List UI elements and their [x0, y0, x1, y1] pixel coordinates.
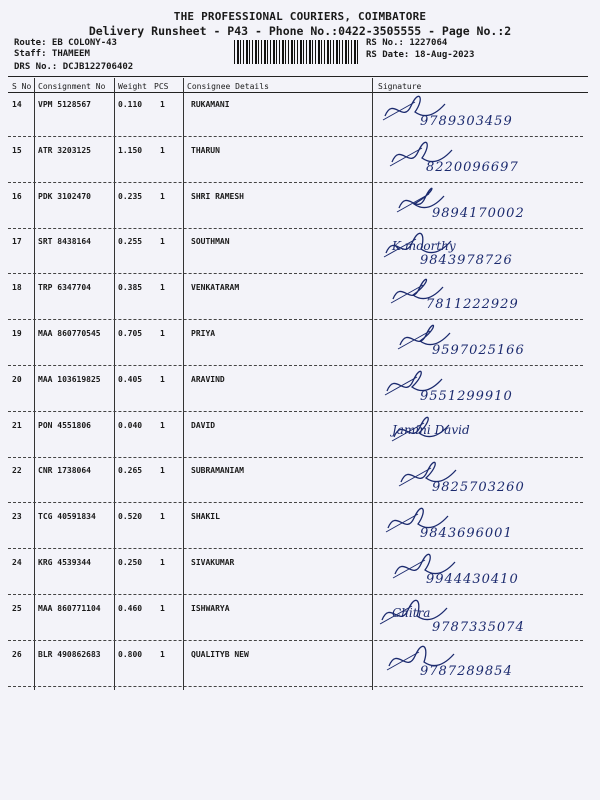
column-divider	[183, 78, 184, 690]
row-separator	[8, 502, 583, 503]
row-sno: 17	[12, 237, 22, 247]
row-separator	[8, 457, 583, 458]
row-pcs: 1	[160, 649, 165, 659]
staff-label: Staff: THAMEEM	[14, 49, 90, 59]
row-pcs: 1	[160, 237, 165, 247]
row-separator	[8, 548, 583, 549]
col-header-consignment: Consignment No	[38, 82, 106, 91]
row-sno: 18	[12, 283, 22, 293]
row-handwritten-phone: 9787335074	[432, 619, 525, 635]
row-sno: 26	[12, 649, 22, 659]
row-separator	[8, 594, 583, 595]
row-handwritten-phone: 9944430410	[426, 572, 519, 587]
row-pcs: 1	[160, 145, 165, 155]
row-pcs: 1	[160, 283, 165, 293]
row-consignment-no: VPM 5128567	[38, 100, 91, 109]
row-consignment-no: TCG 40591834	[38, 512, 96, 522]
row-sno: 16	[12, 191, 22, 201]
row-weight: 0.460	[118, 603, 143, 613]
row-consignment-no: CNR 1738064	[38, 466, 91, 476]
row-consignment-no: BLR 490862683	[38, 649, 101, 659]
row-consignee: RUKAMANI	[191, 100, 230, 109]
row-sno: 22	[12, 466, 22, 476]
row-handwritten-phone: 9843978726	[420, 253, 513, 269]
row-consignment-no: ATR 3203125	[38, 145, 91, 155]
col-header-sno: S No	[12, 82, 32, 91]
runsheet-subtitle: Delivery Runsheet - P43 - Phone No.:0422-3505555 - Page No.:2	[88, 24, 512, 38]
row-consignee: ISHWARYA	[191, 603, 230, 613]
column-divider	[114, 78, 115, 690]
row-weight: 0.110	[118, 100, 143, 109]
row-consignee: QUALITYB NEW	[191, 649, 249, 659]
row-handwritten-phone: 9787289854	[420, 663, 513, 679]
row-pcs: 1	[160, 603, 165, 613]
row-weight: 1.150	[118, 145, 143, 155]
row-consignment-no: PON 4551806	[38, 420, 91, 430]
row-consignment-no: MAA 860771104	[38, 603, 101, 613]
row-consignment-no: SRT 8438164	[38, 237, 91, 247]
row-weight: 0.405	[118, 374, 143, 384]
row-sno: 23	[12, 512, 22, 522]
row-weight: 0.705	[118, 329, 143, 338]
row-separator	[8, 273, 583, 274]
row-pcs: 1	[160, 558, 165, 567]
row-weight: 0.800	[118, 649, 143, 659]
row-weight: 0.265	[118, 466, 143, 476]
row-handwritten-name: Jamini David	[392, 422, 470, 437]
row-pcs: 1	[160, 420, 165, 430]
row-pcs: 1	[160, 512, 165, 522]
row-consignee: PRIYA	[191, 329, 216, 338]
row-weight: 0.520	[118, 512, 143, 522]
row-pcs: 1	[160, 191, 165, 201]
row-consignee: VENKATARAM	[191, 283, 240, 293]
row-sno: 21	[12, 420, 22, 430]
row-handwritten-phone: 9825703260	[432, 480, 525, 496]
route-label: Route: EB COLONY-43	[14, 38, 117, 48]
row-handwritten-phone: 7811222929	[426, 297, 519, 313]
row-consignment-no: TRP 6347704	[38, 283, 91, 293]
row-handwritten-phone: 9894170002	[432, 205, 525, 221]
row-separator	[8, 182, 583, 183]
row-sno: 14	[12, 100, 22, 109]
row-pcs: 1	[160, 100, 165, 109]
barcode	[234, 40, 360, 64]
row-handwritten-phone: 9843696001	[420, 526, 513, 542]
row-separator	[8, 319, 583, 320]
row-handwritten-phone: 9789303459	[420, 114, 513, 129]
row-sno: 19	[12, 329, 22, 338]
row-handwritten-phone: 8220096697	[426, 159, 519, 175]
row-consignment-no: MAA 103619825	[38, 374, 101, 384]
row-consignee: SIVAKUMAR	[191, 558, 235, 567]
row-weight: 0.250	[118, 558, 143, 567]
row-separator	[8, 640, 583, 641]
row-consignee: SOUTHMAN	[191, 237, 230, 247]
table-top-rule	[8, 76, 588, 77]
row-sno: 25	[12, 603, 22, 613]
row-separator	[8, 411, 583, 412]
row-pcs: 1	[160, 329, 165, 338]
row-sno: 20	[12, 374, 22, 384]
col-header-weight: Weight	[118, 82, 147, 91]
row-consignee: THARUN	[191, 145, 220, 155]
row-handwritten-name: K.moorthy	[392, 239, 456, 254]
row-consignee: SHAKIL	[191, 512, 220, 522]
row-sno: 24	[12, 558, 22, 567]
row-weight: 0.385	[118, 283, 143, 293]
drs-number: DRS No.: DCJB122706402	[14, 62, 134, 72]
row-sno: 15	[12, 145, 22, 155]
rs-number: RS No.: 1227064	[366, 38, 448, 48]
col-header-consignee: Consignee Details	[187, 82, 269, 91]
row-handwritten-name: Chitra	[392, 605, 431, 620]
row-weight: 0.255	[118, 237, 143, 247]
col-header-signature: Signature	[378, 82, 422, 91]
row-consignment-no: MAA 860770545	[38, 329, 101, 338]
row-consignment-no: KRG 4539344	[38, 558, 91, 567]
row-handwritten-phone: 9551299910	[420, 388, 513, 404]
row-weight: 0.040	[118, 420, 143, 430]
row-consignee: DAVID	[191, 420, 216, 430]
row-separator	[8, 365, 583, 366]
row-handwritten-phone: 9597025166	[432, 343, 525, 358]
rs-date: RS Date: 18-Aug-2023	[366, 50, 475, 60]
column-divider	[34, 78, 35, 690]
row-pcs: 1	[160, 466, 165, 476]
row-consignment-no: PDK 3102470	[38, 191, 91, 201]
row-consignee: ARAVIND	[191, 374, 225, 384]
row-separator	[8, 228, 583, 229]
table-header-rule	[8, 92, 588, 93]
company-title: THE PROFESSIONAL COURIERS, COIMBATORE	[173, 10, 427, 23]
row-consignee: SUBRAMANIAM	[191, 466, 244, 476]
row-separator	[8, 136, 583, 137]
row-separator	[8, 686, 583, 687]
row-consignee: SHRI RAMESH	[191, 191, 244, 201]
row-pcs: 1	[160, 374, 165, 384]
col-header-pcs: PCS	[154, 82, 169, 91]
row-weight: 0.235	[118, 191, 143, 201]
